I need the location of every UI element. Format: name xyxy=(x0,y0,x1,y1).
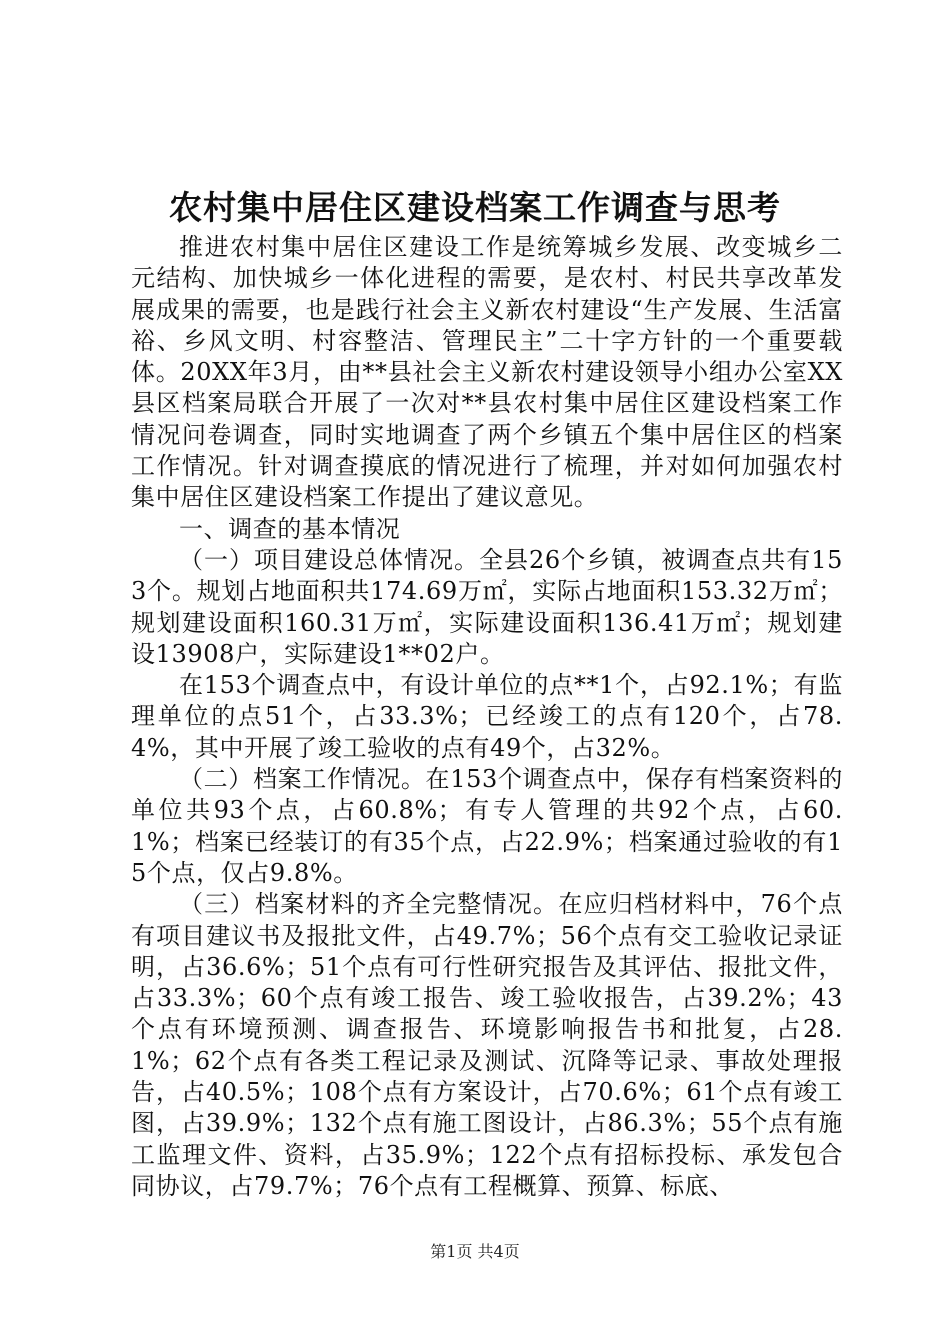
intro-paragraph: 推进农村集中居住区建设工作是统筹城乡发展、改变城乡二元结构、加快城乡一体化进程的需要，是农村、村民共享改革发展成果的需要，也是践行社会主义新农村建设“生产发展、生活富裕、乡风文明、村容整洁、管理民主”二十字方针的一个重要载体。20XX年3月，由**县社会主义新农村建设领导小组办公室XX县区档案局联合开展了一次对**县农村集中居住区建设档案工作情况问卷调查，同时实地调查了两个乡镇五个集中居住区的档案工作情况。针对调查摸底的情况进行了梳理，并对如何加强农村集中居住区建设档案工作提出了建议意见。 xyxy=(131,233,843,512)
document-body xyxy=(131,232,843,1202)
document-title: 农村集中居住区建设档案工作调查与思考 xyxy=(169,188,781,227)
section-heading: 一、调查的基本情况 xyxy=(179,514,401,543)
page-footer: 第1页 共4页 xyxy=(430,1242,520,1261)
paragraph-archive-work: （二）档案工作情况。在153个调查点中，保存有档案资料的单位共93个点，占60.8%；有专人管理的共92个点，占60.1%；档案已经装订的有35个点，占22.9%；档案通过验收的有15个点，仅占9.8%。 xyxy=(131,765,843,887)
paragraph-archive-completeness: （三）档案材料的齐全完整情况。在应归档材料中，76个点有项目建议书及报批文件，占49.7%；56个点有交工验收记录证明，占36.6%；51个点有可行性研究报告及其评估、报批文件，占33.3%；60个点有竣工报告、竣工验收报告，占39.2%；43个点有环境预测、调查报告、环境影响报告书和批复，占28.1%；62个点有各类工程记录及测试、沉降等记录、事故处理报告，占40.5%；108个点有方案设计，占70.6%；61个点有竣工图，占39.9%；132个点有施工图设计，占86.3%；55个点有施工监理文件、资料，占35.9%；122个点有招标投标、承发包合同协议，占79.7%；76个点有工程概算、预算、标底、 xyxy=(131,890,843,1200)
paragraph-survey-points: 在153个调查点中，有设计单位的点**1个，占92.1%；有监理单位的点51个，占33.3%；已经竣工的点有120个，占78.4%，其中开展了竣工验收的点有49个，占32%。 xyxy=(131,671,843,762)
paragraph-project-overview: （一）项目建设总体情况。全县26个乡镇，被调查点共有153个。规划占地面积共174.69万㎡，实际占地面积153.32万㎡；规划建设面积160.31万㎡，实际建设面积136.41万㎡；规划建设13908户，实际建设1**02户。 xyxy=(131,545,843,668)
